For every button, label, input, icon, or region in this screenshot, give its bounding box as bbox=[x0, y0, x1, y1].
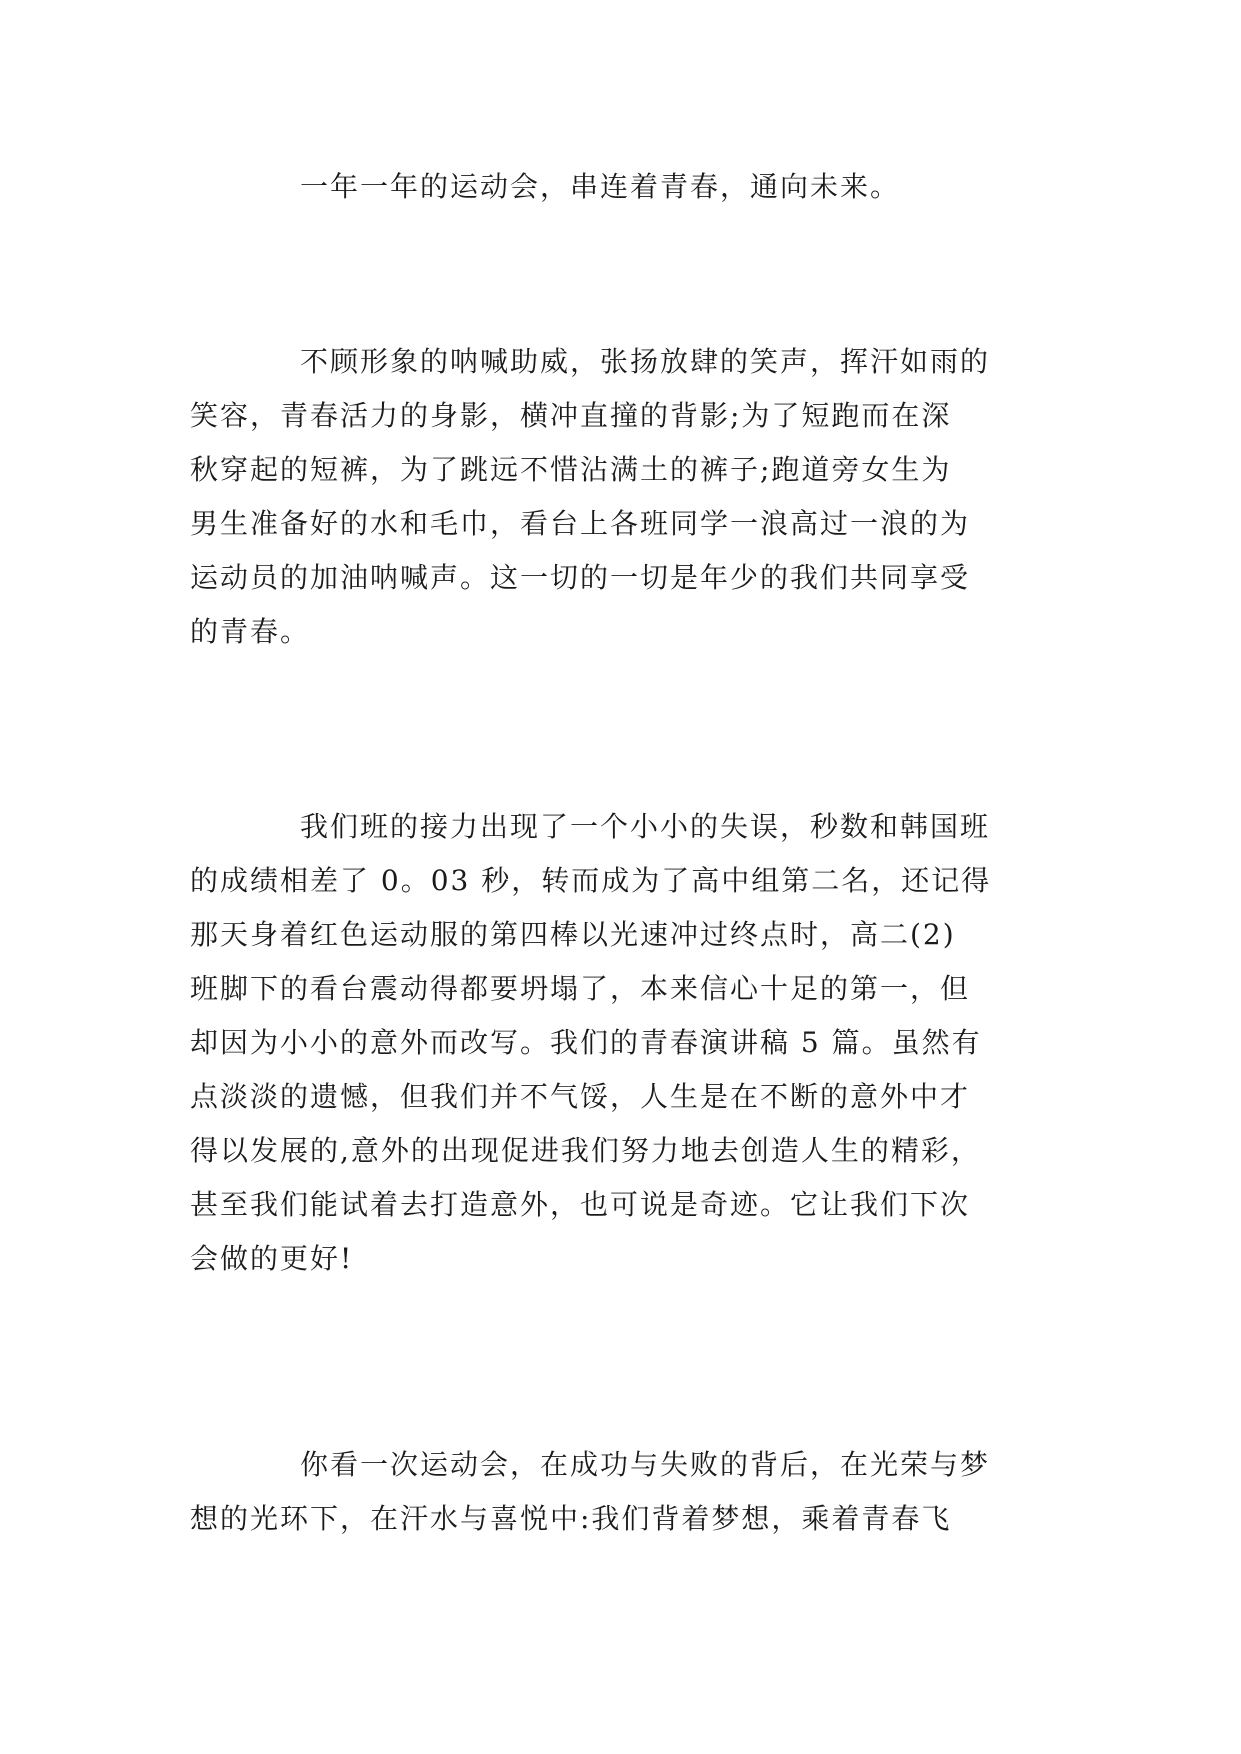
paragraph-line: 你看一次运动会，在成功与失败的背后，在光荣与梦 bbox=[300, 1448, 991, 1481]
paragraph-line: 班脚下的看台震动得都要坍塌了，本来信心十足的第一，但 bbox=[190, 972, 971, 1005]
paragraph-line: 秋穿起的短裤，为了跳远不惜沾满土的裤子;跑道旁女生为 bbox=[190, 453, 952, 486]
paragraph-line: 甚至我们能试着去打造意外，也可说是奇迹。它让我们下次 bbox=[190, 1188, 971, 1221]
paragraph-line: 不顾形象的呐喊助威，张扬放肆的笑声，挥汗如雨的 bbox=[300, 345, 991, 378]
paragraph-line: 的青春。 bbox=[190, 615, 311, 648]
paragraph-2 bbox=[190, 335, 1050, 659]
paragraph-line: 我们班的接力出现了一个小小的失误，秒数和韩国班 bbox=[300, 810, 991, 843]
paragraph-line: 一年一年的运动会，串连着青春，通向未来。 bbox=[300, 170, 901, 203]
paragraph-line: 却因为小小的意外而改写。我们的青春演讲稿 5 篇。虽然有 bbox=[190, 1026, 982, 1059]
paragraph-line: 那天身着红色运动服的第四棒以光速冲过终点时，高二(2) bbox=[190, 918, 956, 951]
paragraph-line: 的成绩相差了 0。03 秒，转而成为了高中组第二名，还记得 bbox=[190, 864, 992, 897]
paragraph-1 bbox=[190, 160, 1050, 214]
paragraph-line: 得以发展的,意外的出现促进我们努力地去创造人生的精彩， bbox=[190, 1134, 981, 1167]
paragraph-line: 笑容，青春活力的身影，横冲直撞的背影;为了短跑而在深 bbox=[190, 399, 952, 432]
paragraph-3 bbox=[190, 800, 1050, 1286]
paragraph-4 bbox=[190, 1438, 1050, 1546]
paragraph-line: 点淡淡的遗憾，但我们并不气馁，人生是在不断的意外中才 bbox=[190, 1080, 971, 1113]
paragraph-line: 会做的更好! bbox=[190, 1242, 354, 1275]
paragraph-line: 运动员的加油呐喊声。这一切的一切是年少的我们共同享受 bbox=[190, 561, 971, 594]
paragraph-line: 想的光环下，在汗水与喜悦中:我们背着梦想，乘着青春飞 bbox=[190, 1502, 952, 1535]
paragraph-line: 男生准备好的水和毛巾，看台上各班同学一浪高过一浪的为 bbox=[190, 507, 971, 540]
